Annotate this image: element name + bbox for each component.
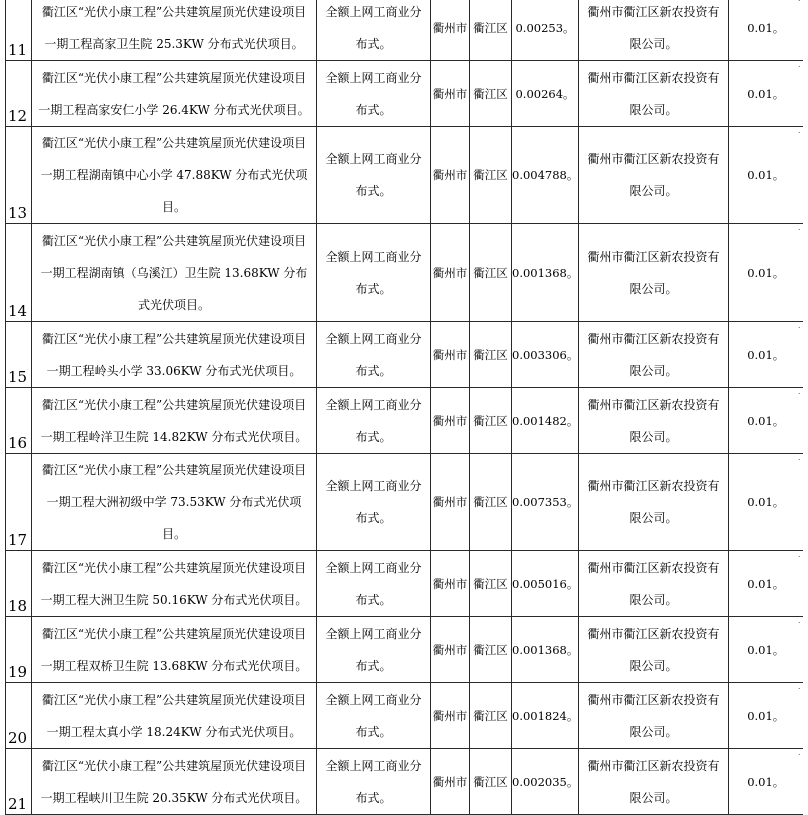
project-name-cell [32, 322, 317, 388]
capacity: 0.001368。 [512, 265, 579, 280]
grid-mode-cell [317, 388, 431, 454]
grid-mode: 全额上网工商业分布式。 [325, 152, 422, 198]
district-cell [470, 388, 512, 454]
project-name-cell [32, 683, 317, 749]
capacity-cell [512, 551, 579, 617]
grid-mode: 全额上网工商业分布式。 [325, 560, 422, 607]
project-name: 衢江区“光伏小康工程”公共建筑屋顶光伏建设项目一期工程双桥卫生院 13.68KW 分布式光伏项目。 [40, 626, 308, 673]
owner-company: 衢州市衢江区新农投资有限公司。 [587, 758, 720, 805]
owner-company: 衢州市衢江区新农投资有限公司。 [587, 397, 720, 444]
capacity: 0.007353。 [512, 495, 579, 509]
grid-mode-cell [317, 224, 431, 322]
owner-company-cell [579, 388, 729, 454]
row-number-cell [6, 61, 32, 127]
grid-mode-cell [317, 0, 431, 61]
project-name-cell [32, 127, 317, 224]
price: 0.01。 [747, 413, 785, 428]
project-name-cell [32, 388, 317, 454]
price: 0.01。 [747, 642, 785, 657]
grid-mode: 全额上网工商业分布式。 [325, 479, 422, 525]
row-number-cell [6, 551, 32, 617]
project-name-cell [32, 61, 317, 127]
owner-company-cell [579, 61, 729, 127]
price-cell [729, 0, 803, 61]
capacity-cell [512, 322, 579, 388]
grid-mode: 全额上网工商业分布式。 [325, 70, 422, 117]
owner-company-cell [579, 127, 729, 224]
capacity-cell [512, 454, 579, 551]
district-cell [470, 0, 512, 61]
district: 衢江区 [473, 642, 508, 657]
capacity-cell [512, 617, 579, 683]
price: 0.01。 [747, 774, 785, 789]
table-row [6, 224, 803, 322]
grid-mode-cell [317, 749, 431, 815]
project-name: 衢江区“光伏小康工程”公共建筑屋顶光伏建设项目一期工程高家卫生院 25.3KW 分布式光伏项目。 [41, 4, 307, 51]
city: 衢州市 [432, 708, 468, 723]
row-number: 21 [8, 795, 28, 813]
owner-company-cell [579, 0, 729, 61]
row-end-mark: ˙ [797, 688, 802, 698]
city: 衢州市 [432, 642, 468, 657]
project-name: 衢江区“光伏小康工程”公共建筑屋顶光伏建设项目一期工程大洲卫生院 50.16KW 分布式光伏项目。 [40, 560, 308, 607]
price-cell [729, 224, 803, 322]
table-row [6, 749, 803, 815]
table-row [6, 454, 803, 551]
price: 0.01。 [747, 495, 785, 509]
capacity: 0.00253。 [515, 20, 575, 35]
district-cell [470, 127, 512, 224]
grid-mode: 全额上网工商业分布式。 [325, 4, 422, 51]
project-name: 衢江区“光伏小康工程”公共建筑屋顶光伏建设项目一期工程湖南镇（乌溪江）卫生院 13.68KW 分布式光伏项目。 [40, 233, 308, 312]
row-end-mark: ˙ [797, 66, 802, 76]
table-row [6, 0, 803, 61]
owner-company-cell [579, 749, 729, 815]
district-cell [470, 683, 512, 749]
price: 0.01。 [747, 20, 785, 35]
row-number-cell [6, 454, 32, 551]
table-row [6, 388, 803, 454]
project-name: 衢江区“光伏小康工程”公共建筑屋顶光伏建设项目一期工程峡川卫生院 20.35KW 分布式光伏项目。 [40, 758, 308, 805]
price: 0.01。 [747, 708, 785, 723]
district: 衢江区 [473, 774, 508, 789]
row-end-mark: ˙ [797, 229, 802, 239]
city-cell [431, 61, 470, 127]
row-number-cell [6, 127, 32, 224]
capacity: 0.005016。 [512, 576, 579, 591]
table-row [6, 683, 803, 749]
capacity: 0.003306。 [512, 347, 579, 362]
row-end-mark: ˙ [797, 622, 802, 632]
owner-company-cell [579, 617, 729, 683]
city: 衢州市 [432, 265, 468, 280]
price-cell [729, 749, 803, 815]
row-number: 19 [8, 663, 28, 681]
grid-mode-cell [317, 322, 431, 388]
row-number: 15 [8, 368, 28, 386]
city: 衢州市 [432, 576, 468, 591]
district-cell [470, 749, 512, 815]
table-row [6, 617, 803, 683]
project-name: 衢江区“光伏小康工程”公共建筑屋顶光伏建设项目一期工程太真小学 18.24KW 分布式光伏项目。 [41, 692, 307, 739]
city-cell [431, 322, 470, 388]
city-cell [431, 551, 470, 617]
row-end-mark: ˙ [797, 754, 802, 764]
city-cell [431, 617, 470, 683]
row-number-cell [6, 0, 32, 61]
project-name: 衢江区“光伏小康工程”公共建筑屋顶光伏建设项目一期工程岭洋卫生院 14.82KW 分布式光伏项目。 [40, 397, 308, 444]
grid-mode-cell [317, 127, 431, 224]
row-end-mark: ˙ [797, 327, 802, 337]
district-cell [470, 61, 512, 127]
district-cell [470, 322, 512, 388]
row-number: 16 [8, 434, 28, 452]
owner-company-cell [579, 224, 729, 322]
grid-mode: 全额上网工商业分布式。 [325, 397, 422, 444]
project-name: 衢江区“光伏小康工程”公共建筑屋顶光伏建设项目一期工程湖南镇中心小学 47.88KW 分布式光伏项目。 [40, 136, 308, 214]
row-number: 18 [8, 597, 28, 615]
district: 衢江区 [473, 265, 508, 280]
project-name-cell [32, 224, 317, 322]
capacity-cell [512, 224, 579, 322]
capacity: 0.001482。 [512, 413, 579, 428]
project-name-cell [32, 749, 317, 815]
capacity: 0.004788。 [512, 168, 579, 182]
district: 衢江区 [473, 413, 508, 428]
capacity-cell [512, 0, 579, 61]
row-number: 11 [8, 41, 28, 59]
capacity-cell [512, 683, 579, 749]
city: 衢州市 [432, 86, 468, 101]
owner-company: 衢州市衢江区新农投资有限公司。 [587, 70, 720, 117]
owner-company: 衢州市衢江区新农投资有限公司。 [587, 479, 720, 525]
project-name: 衢江区“光伏小康工程”公共建筑屋顶光伏建设项目一期工程大洲初级中学 73.53KW 分布式光伏项目。 [41, 463, 307, 541]
row-number-cell [6, 683, 32, 749]
owner-company: 衢州市衢江区新农投资有限公司。 [587, 331, 720, 378]
owner-company-cell [579, 683, 729, 749]
row-number: 13 [8, 204, 28, 222]
district-cell [470, 224, 512, 322]
owner-company: 衢州市衢江区新农投资有限公司。 [587, 249, 720, 296]
grid-mode: 全额上网工商业分布式。 [325, 626, 422, 673]
row-end-mark: ˙ [797, 132, 802, 142]
city: 衢州市 [432, 495, 468, 509]
row-number-cell [6, 749, 32, 815]
grid-mode: 全额上网工商业分布式。 [325, 692, 422, 739]
project-name: 衢江区“光伏小康工程”公共建筑屋顶光伏建设项目一期工程岭头小学 33.06KW 分布式光伏项目。 [41, 331, 307, 378]
district: 衢江区 [473, 576, 508, 591]
capacity: 0.001824。 [512, 708, 579, 723]
city: 衢州市 [432, 413, 468, 428]
grid-mode-cell [317, 551, 431, 617]
price-cell [729, 454, 803, 551]
price: 0.01。 [747, 86, 785, 101]
price: 0.01。 [747, 347, 785, 362]
city: 衢州市 [432, 168, 468, 182]
table-row [6, 61, 803, 127]
price-cell [729, 61, 803, 127]
capacity: 0.002035。 [512, 774, 579, 789]
price-cell [729, 388, 803, 454]
capacity-cell [512, 61, 579, 127]
row-number: 12 [8, 107, 28, 125]
row-number: 14 [8, 302, 28, 320]
district-cell [470, 551, 512, 617]
price-cell [729, 551, 803, 617]
district: 衢江区 [473, 708, 508, 723]
district: 衢江区 [473, 20, 508, 35]
capacity-cell [512, 127, 579, 224]
district: 衢江区 [473, 495, 508, 509]
table-row [6, 322, 803, 388]
grid-mode-cell [317, 617, 431, 683]
district-cell [470, 454, 512, 551]
row-number-cell [6, 617, 32, 683]
row-end-mark: ˙ [797, 393, 802, 403]
project-table [5, 0, 803, 815]
city: 衢州市 [432, 774, 468, 789]
owner-company: 衢州市衢江区新农投资有限公司。 [587, 692, 720, 739]
row-number-cell [6, 224, 32, 322]
district: 衢江区 [473, 347, 508, 362]
city-cell [431, 749, 470, 815]
city-cell [431, 0, 470, 61]
row-number-cell [6, 322, 32, 388]
price: 0.01。 [747, 576, 785, 591]
project-name-cell [32, 0, 317, 61]
district-cell [470, 617, 512, 683]
row-number-cell [6, 388, 32, 454]
grid-mode-cell [317, 683, 431, 749]
owner-company-cell [579, 454, 729, 551]
table-row [6, 127, 803, 224]
capacity: 0.00264。 [515, 86, 575, 101]
price-cell [729, 617, 803, 683]
price: 0.01。 [747, 168, 785, 182]
owner-company: 衢州市衢江区新农投资有限公司。 [587, 152, 720, 198]
owner-company-cell [579, 322, 729, 388]
city-cell [431, 224, 470, 322]
city-cell [431, 683, 470, 749]
table-row [6, 551, 803, 617]
owner-company: 衢州市衢江区新农投资有限公司。 [587, 560, 720, 607]
grid-mode: 全额上网工商业分布式。 [325, 249, 422, 296]
project-name: 衢江区“光伏小康工程”公共建筑屋顶光伏建设项目一期工程高家安仁小学 26.4KW 分布式光伏项目。 [38, 70, 310, 117]
project-name-cell [32, 617, 317, 683]
owner-company: 衢州市衢江区新农投资有限公司。 [587, 4, 720, 51]
capacity-cell [512, 388, 579, 454]
city-cell [431, 127, 470, 224]
owner-company-cell [579, 551, 729, 617]
price-cell [729, 322, 803, 388]
city: 衢州市 [432, 347, 468, 362]
grid-mode: 全额上网工商业分布式。 [325, 331, 422, 378]
city-cell [431, 388, 470, 454]
city: 衢州市 [432, 20, 468, 35]
capacity: 0.001368。 [512, 642, 579, 657]
price-cell [729, 127, 803, 224]
capacity-cell [512, 749, 579, 815]
row-end-mark: ˙ [797, 0, 802, 10]
row-number: 17 [8, 531, 28, 549]
project-name-cell [32, 454, 317, 551]
price-cell [729, 683, 803, 749]
city-cell [431, 454, 470, 551]
grid-mode-cell [317, 454, 431, 551]
row-end-mark: ˙ [797, 556, 802, 566]
row-end-mark: ˙ [797, 459, 802, 469]
district: 衢江区 [473, 168, 508, 182]
price: 0.01。 [747, 265, 785, 280]
grid-mode-cell [317, 61, 431, 127]
project-name-cell [32, 551, 317, 617]
row-number: 20 [8, 729, 28, 747]
owner-company: 衢州市衢江区新农投资有限公司。 [587, 626, 720, 673]
district: 衢江区 [473, 86, 508, 101]
grid-mode: 全额上网工商业分布式。 [325, 758, 422, 805]
